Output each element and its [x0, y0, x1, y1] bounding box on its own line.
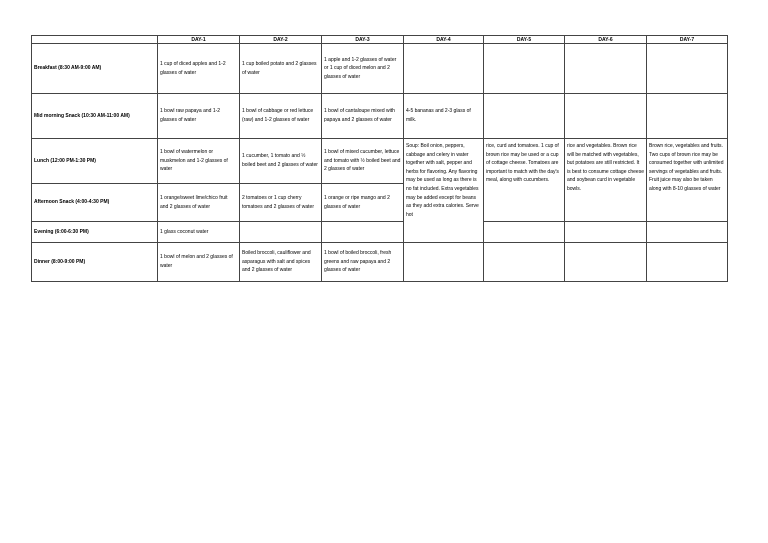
table-cell	[240, 222, 322, 243]
header-day-7: DAY-7	[647, 36, 728, 44]
table-cell	[322, 222, 404, 243]
meal-label: Evening (6:00-6:30 PM)	[32, 222, 158, 243]
header-row	[32, 36, 728, 44]
table-cell	[404, 44, 484, 94]
diet-plan-sheet	[31, 35, 728, 282]
table-cell: 1 glass coconut water	[158, 222, 240, 243]
table-cell	[484, 222, 565, 243]
table-row	[32, 44, 728, 94]
table-cell: 4-5 bananas and 2-3 glass of milk.	[404, 94, 484, 139]
table-row	[32, 139, 728, 184]
day5-cell: rice, curd and tomatoes. 1 cup of brown rice may be used or a cup of cottage cheese. Tomatoes are important to match with the day's meal, along with cucumbers.	[484, 139, 565, 222]
table-cell	[647, 243, 728, 282]
table-cell: 1 cucumber, 1 tomato and ½ boiled beet and 2 glasses of water	[240, 139, 322, 184]
header-day-1: DAY-1	[158, 36, 240, 44]
table-cell: 1 bowl of mixed cucumber, lettuce and tomato with ½ boiled beet and 2 glasses of water	[322, 139, 404, 184]
table-cell	[647, 222, 728, 243]
meal-label: Dinner (8:00-9:00 PM)	[32, 243, 158, 282]
meal-label: Lunch (12:00 PM-1:30 PM)	[32, 139, 158, 184]
table-cell	[565, 44, 647, 94]
day7-cell: Brown rice, vegetables and fruits. Two cups of brown rice may be consumed together with unlimited servings of vegetables and fruits. Fruit juice may also be taken along with 8-10 glasses of water	[647, 139, 728, 222]
table-cell: 1 bowl of cabbage or red lettuce (raw) and 1-2 glasses of water	[240, 94, 322, 139]
meal-label: Breakfast (8:30 AM-9:00 AM)	[32, 44, 158, 94]
diet-plan-table	[31, 35, 728, 282]
table-cell: 1 cup of diced apples and 1-2 glasses of water	[158, 44, 240, 94]
table-cell	[647, 44, 728, 94]
table-cell: 1 bowl of watermelon or muskmelon and 1-2 glasses of water	[158, 139, 240, 184]
table-cell	[484, 94, 565, 139]
table-cell: 1 bowl raw papaya and 1-2 glasses of water	[158, 94, 240, 139]
header-day-3: DAY-3	[322, 36, 404, 44]
header-corner	[32, 36, 158, 44]
table-cell	[647, 94, 728, 139]
day4-soup-cell: Soup: Boil onion, peppers, cabbage and celery in water together with salt, pepper and herbs for flavoring. Any flavoring may be used as long as there is no fat included. Extra vegetables may be added except for beans as they add extra calories. Serve hot	[404, 139, 484, 243]
header-day-5: DAY-5	[484, 36, 565, 44]
header-day-2: DAY-2	[240, 36, 322, 44]
table-cell: 1 orange/sweet lime/chico fruit and 2 glasses of water	[158, 184, 240, 222]
day6-cell: rice and vegetables. Brown rice will be matched with vegetables, but potatoes are still restricted. It is best to consume cottage cheese and soybean curd in vegetable bowls.	[565, 139, 647, 222]
meal-label: Mid morning Snack (10:30 AM-11:00 AM)	[32, 94, 158, 139]
table-row	[32, 94, 728, 139]
table-cell	[565, 94, 647, 139]
table-cell: 1 bowl of cantaloupe mixed with papaya and 2 glasses of water	[322, 94, 404, 139]
header-day-4: DAY-4	[404, 36, 484, 44]
table-cell	[565, 222, 647, 243]
table-cell: 1 bowl of melon and 2 glasses of water	[158, 243, 240, 282]
table-cell: 1 apple and 1-2 glasses of water or 1 cup of diced melon and 2 glasses of water	[322, 44, 404, 94]
table-cell: 1 orange or ripe mango and 2 glasses of water	[322, 184, 404, 222]
table-row	[32, 243, 728, 282]
table-cell: Boiled broccoli, cauliflower and asparagus with salt and spices and 2 glasses of water	[240, 243, 322, 282]
table-cell: 2 tomatoes or 1 cup cherry tomatoes and 2 glasses of water	[240, 184, 322, 222]
table-cell: 1 bowl of boiled broccoli, fresh greens and raw papaya and 2 glasses of water	[322, 243, 404, 282]
table-cell: 1 cup boiled potato and 2 glasses of water	[240, 44, 322, 94]
header-day-6: DAY-6	[565, 36, 647, 44]
table-cell	[565, 243, 647, 282]
table-row	[32, 222, 728, 243]
meal-label: Afternoon Snack (4:00-4:30 PM)	[32, 184, 158, 222]
table-cell	[484, 44, 565, 94]
table-cell	[484, 243, 565, 282]
table-cell	[404, 243, 484, 282]
